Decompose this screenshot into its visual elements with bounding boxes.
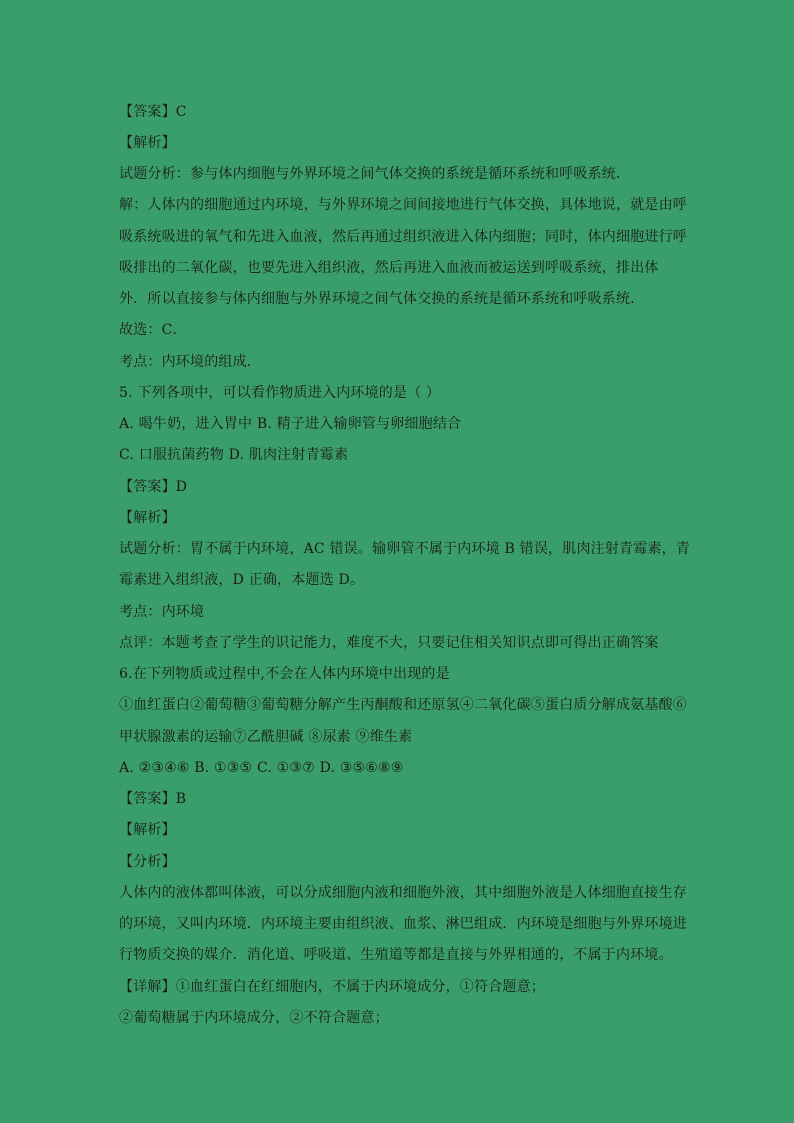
- question-5: 5. 下列各项中，可以看作物质进入内环境的是（ ）: [119, 385, 441, 401]
- detail-q6-line-1: 【详解】①血红蛋白在红细胞内，不属于内环境成分，①符合题意；: [119, 979, 545, 995]
- answer-label-q6: 【答案】B: [119, 791, 187, 807]
- question-6-items-line-2: 甲状腺激素的运输⑦乙酰胆碱 ⑧尿素 ⑨维生素: [119, 729, 413, 745]
- comment-q5: 点评：本题考查了学生的识记能力，难度不大，只要记住相关知识点即可得出正确答案: [119, 635, 659, 651]
- analysis-text-q6-line-1: 人体内的液体都叫体液，可以分成细胞内液和细胞外液，其中细胞外液是人体细胞直接生存: [119, 885, 687, 901]
- choice-result-q4: 故选：C．: [119, 322, 187, 338]
- analysis-subheading-q6: 【分析】: [119, 854, 176, 870]
- answer-label-q4: 【答案】C: [119, 104, 187, 120]
- key-point-q4: 考点：内环境的组成．: [119, 354, 261, 370]
- question-5-options-ab: A. 喝牛奶，进入胃中 B. 精子进入输卵管与卵细胞结合: [119, 416, 462, 432]
- question-6: 6.在下列物质或过程中,不会在人体内环境中出现的是: [119, 666, 450, 682]
- detail-q6-line-2: ②葡萄糖属于内环境成分，②不符合题意；: [119, 1010, 389, 1026]
- solution-line-4: 外．所以直接参与体内细胞与外界环境之间气体交换的系统是循环系统和呼吸系统．: [119, 291, 645, 307]
- analysis-label-q4: 【解析】: [119, 135, 176, 151]
- answer-label-q5: 【答案】D: [119, 479, 188, 495]
- analysis-text-q4: 试题分析：参与体内细胞与外界环境之间气体交换的系统是循环系统和呼吸系统．: [119, 166, 631, 182]
- question-6-options: A. ②③④⑥ B. ①③⑤ C. ①③⑦ D. ③⑤⑥⑧⑨: [119, 760, 404, 776]
- question-5-options-cd: C. 口服抗菌药物 D. 肌肉注射青霉素: [119, 447, 349, 463]
- solution-line-3: 吸排出的二氧化碳，也要先进入组织液，然后再进入血液而被运送到呼吸系统，排出体: [119, 260, 659, 276]
- analysis-text-q5-line-2: 霉素进入组织液，D 正确，本题选 D。: [119, 572, 365, 588]
- analysis-text-q6-line-2: 的环境，又叫内环境．内环境主要由组织液、血浆、淋巴组成．内环境是细胞与外界环境进: [119, 916, 687, 932]
- solution-line-1: 解：人体内的细胞通过内环境，与外界环境之间间接地进行气体交换，具体地说，就是由呼: [119, 197, 687, 213]
- solution-line-2: 吸系统吸进的氧气和先进入血液，然后再通过组织液进入体内细胞；同时，体内细胞进行呼: [119, 229, 687, 245]
- key-point-q5: 考点：内环境: [119, 604, 205, 620]
- analysis-text-q5-line-1: 试题分析：胃不属于内环境，AC 错误。输卵管不属于内环境 B 错误，肌肉注射青霉素，青: [119, 541, 691, 557]
- analysis-text-q6-line-3: 行物质交换的媒介．消化道、呼吸道、生殖道等都是直接与外界相通的，不属于内环境。: [119, 947, 673, 963]
- analysis-label-q5: 【解析】: [119, 510, 176, 526]
- question-6-items-line-1: ①血红蛋白②葡萄糖③葡萄糖分解产生丙酮酸和还原氢④二氧化碳⑤蛋白质分解成氨基酸⑥: [119, 697, 687, 713]
- analysis-label-q6: 【解析】: [119, 822, 176, 838]
